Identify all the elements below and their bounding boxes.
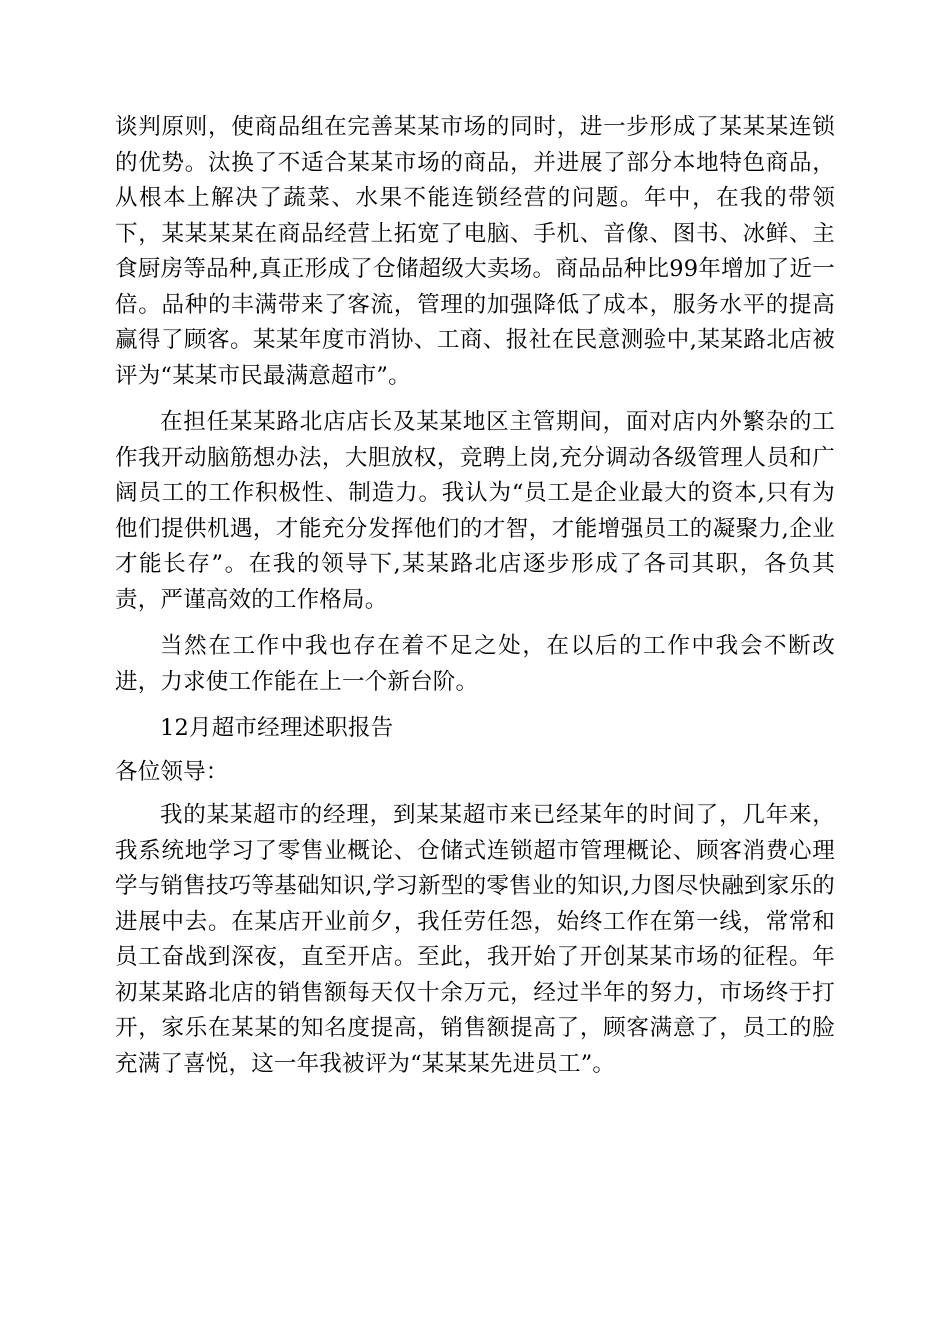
section-heading: 12月超市经理述职报告	[160, 715, 394, 741]
paragraph-1: 谈判原则，使商品组在完善某某市场的同时，进一步形成了某某某连锁的优势。汰换了不适合某某市场的商品，并进展了部分本地特色商品，从根本上解决了蔬菜、水果不能连锁经营的问题。年中，在我的带领下，某某某某在商品经营上拓宽了电脑、手机、音像、图书、冰鲜、主食厨房等品种,真正形成了仓储超级大卖场。商品品种比99年增加了近一倍。品种的丰满带来了客流，管理的加强降低了成本，服务水平的提高赢得了顾客。某某年度市消协、工商、报社在民意测验中,某某路北店被评为“某某市民最满意超市”。	[115, 114, 835, 389]
document-page	[115, 110, 835, 1093]
paragraph-3: 当然在工作中我也存在着不足之处，在以后的工作中我会不断改进，力求使工作能在上一个新台阶。	[115, 633, 835, 695]
paragraph-2: 在担任某某路北店店长及某某地区主管期间，面对店内外繁杂的工作我开动脑筋想办法，大胆放权，竞聘上岗,充分调动各级管理人员和广阔员工的工作积极性、制造力。我认为“员工是企业最大的资本,只有为他们提供机遇，才能充分发挥他们的才智，才能增强员工的凝聚力,企业才能长存”。在我的领导下,某某路北店逐步形成了各司其职，各负其责，严谨高效的工作格局。	[115, 409, 835, 613]
paragraph-6: 我的某某超市的经理，到某某超市来已经某年的时间了，几年来，我系统地学习了零售业概论、仓储式连锁超市管理概论、顾客消费心理学与销售技巧等基础知识,学习新型的零售业的知识,力图尽快融到家乐的进展中去。在某店开业前夕，我任劳任怨，始终工作在第一线，常常和员工奋战到深夜，直至开店。至此，我开始了开创某某市场的征程。年初某某路北店的销售额每天仅十余万元，经过半年的努力，市场终于打开，家乐在某某的知名度提高，销售额提高了，顾客满意了，员工的脸充满了喜悦，这一年我被评为“某某某先进员工”。	[115, 802, 835, 1077]
salutation: 各位领导：	[115, 758, 229, 785]
